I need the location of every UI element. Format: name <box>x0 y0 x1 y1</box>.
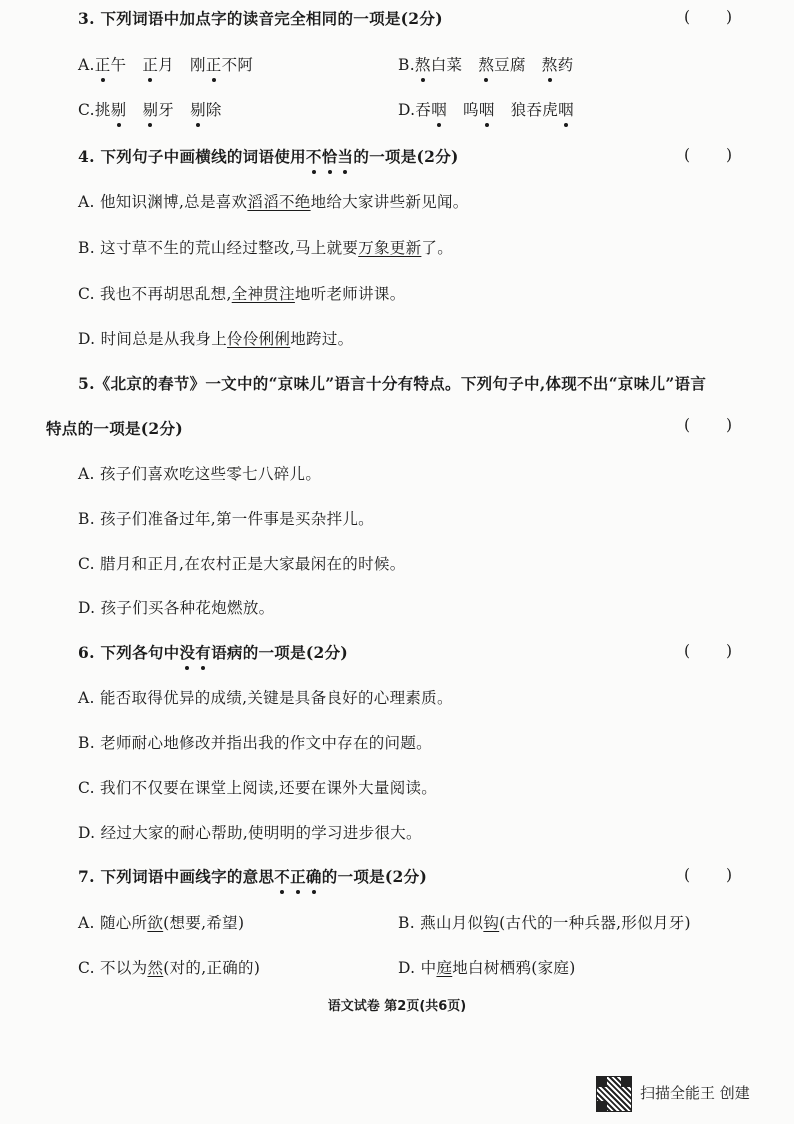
word-text: 刚 <box>189 56 206 74</box>
word-text: 白菜 <box>430 56 463 74</box>
option-text: B. 老师耐心地修改并指出我的作文中存在的问题。 <box>78 734 432 752</box>
dotted-char: 正 <box>94 56 111 74</box>
option-text: (想要,希望) <box>163 914 245 932</box>
word-text: 呜 <box>463 101 479 119</box>
dotted-char: 剔 <box>142 101 159 119</box>
page-footer: 语文试卷 第2页(共6页) <box>327 999 467 1014</box>
q7-stem-text: 7. 下列词语中画线字的意思 <box>78 867 275 886</box>
q7-option-d <box>398 957 754 979</box>
paren-open: ( <box>684 416 691 434</box>
option-text: D. 孩子们买各种花炮燃放。 <box>78 599 275 617</box>
word-text: 药 <box>557 56 574 74</box>
q4-option-b <box>78 237 754 259</box>
dotted-char: 咽 <box>478 101 495 119</box>
option-letter: D. <box>398 101 416 119</box>
paren-open: ( <box>684 8 691 26</box>
q3-answer-paren <box>684 8 732 26</box>
option-text: 了。 <box>421 239 453 257</box>
q4-answer-paren <box>684 146 732 164</box>
underlined-phrase: 滔滔不绝 <box>247 193 311 211</box>
underlined-char: 钩 <box>483 914 500 932</box>
dotted-char: 不 <box>305 147 322 166</box>
word-text: 挑 <box>94 101 111 119</box>
paren-close: ) <box>725 146 732 164</box>
word-text: 午 <box>110 56 127 74</box>
q6-stem-text: 6. 下列各句中 <box>78 643 180 662</box>
word-text: 狼吞虎 <box>510 101 559 119</box>
dotted-char: 正 <box>290 867 306 886</box>
q4-option-d <box>78 328 754 350</box>
option-text: D. 中 <box>398 959 437 977</box>
paren-close: ) <box>725 416 732 434</box>
option-text: D. 经过大家的耐心帮助,使明明的学习进步很大。 <box>78 824 422 842</box>
underlined-char: 欲 <box>147 914 164 932</box>
option-text: A. 随心所 <box>78 914 148 932</box>
q7-stem-text: 的一项是(2分) <box>321 867 428 886</box>
q7-option-b <box>398 912 754 934</box>
underlined-phrase: 万象更新 <box>358 239 422 257</box>
word-text: 吞 <box>415 101 432 119</box>
q5-option-a <box>78 463 754 485</box>
word-text: 除 <box>205 101 222 119</box>
dotted-char: 熬 <box>541 56 558 74</box>
underlined-char: 庭 <box>436 959 453 977</box>
q6-option-c <box>78 777 754 799</box>
dotted-char: 咽 <box>558 101 574 119</box>
option-letter: A. <box>78 56 95 74</box>
q5-stem-text: 特点的一项是(2分) <box>46 419 183 438</box>
q5-option-c <box>78 553 754 575</box>
word-text: 豆腐 <box>494 56 526 74</box>
option-text: C. 我也不再胡思乱想, <box>78 285 232 303</box>
word-text: 不阿 <box>221 56 254 74</box>
dotted-char: 正 <box>205 56 222 74</box>
q7-stem <box>78 866 754 888</box>
dotted-char: 有 <box>195 643 212 662</box>
paren-open: ( <box>684 146 691 164</box>
dotted-char: 熬 <box>414 56 431 74</box>
paren-close: ) <box>725 642 732 660</box>
q5-stem-text: 5.《北京的春节》一文中的“京味儿”语言十分有特点。下列句子中,体现不出“京味儿”语言 <box>78 374 707 393</box>
q4-stem-text: 4. 下列句子中画横线的词语使用 <box>78 147 306 166</box>
option-text: B. 燕山月似 <box>398 914 484 932</box>
q5-option-d <box>78 597 754 619</box>
q6-stem <box>78 642 754 664</box>
option-text: 地跨过。 <box>290 330 354 348</box>
dotted-char: 没 <box>179 643 196 662</box>
paren-close: ) <box>725 866 732 884</box>
scanner-watermark: 扫描全能王 创建 <box>640 1084 750 1102</box>
dotted-char: 熬 <box>478 56 495 74</box>
option-text: B. 这寸草不生的荒山经过整改,马上就要 <box>78 239 359 257</box>
q4-stem <box>78 146 754 168</box>
dotted-char: 当 <box>337 147 354 166</box>
q3-option-d <box>398 99 754 121</box>
word-text: 牙 <box>158 101 175 119</box>
paren-close: ) <box>725 8 732 26</box>
q6-answer-paren <box>684 642 732 660</box>
paren-open: ( <box>684 866 691 884</box>
q4-stem-text: 的一项是(2分) <box>353 147 459 166</box>
q5-option-b <box>78 508 754 530</box>
q4-option-a <box>78 191 754 213</box>
q7-answer-paren <box>684 866 732 884</box>
option-text: (古代的一种兵器,形似月牙) <box>499 914 691 932</box>
q6-option-d <box>78 822 754 844</box>
dotted-char: 不 <box>274 867 291 886</box>
paren-open: ( <box>684 642 691 660</box>
option-text: A. 他知识渊博,总是喜欢 <box>78 193 248 211</box>
q6-option-a <box>78 687 754 709</box>
option-letter: C. <box>78 101 95 119</box>
underlined-phrase: 伶伶俐俐 <box>227 330 291 348</box>
dotted-char: 恰 <box>321 147 338 166</box>
option-text: C. 不以为 <box>78 959 148 977</box>
dotted-char: 咽 <box>431 101 448 119</box>
option-text: (对的,正确的) <box>163 959 261 977</box>
q5-answer-paren <box>684 416 732 434</box>
underlined-phrase: 全神贯注 <box>231 285 295 303</box>
q3-stem <box>78 8 754 30</box>
q5-stem-line2 <box>46 418 754 440</box>
q3-stem-text: 3. 下列词语中加点字的读音完全相同的一项是(2分) <box>78 9 443 28</box>
q4-option-c <box>78 283 754 305</box>
dotted-char: 剔 <box>110 101 127 119</box>
qr-code-icon <box>596 1076 632 1112</box>
q6-option-b <box>78 732 754 754</box>
option-text: 地听老师讲课。 <box>294 285 406 303</box>
word-text: 月 <box>158 56 174 74</box>
option-text: C. 我们不仅要在课堂上阅读,还要在课外大量阅读。 <box>78 779 438 797</box>
option-text: 地给大家讲些新见闻。 <box>310 193 469 211</box>
q3-option-b <box>398 54 754 76</box>
q6-stem-text: 语病的一项是(2分) <box>211 643 349 662</box>
q5-stem-line1 <box>78 373 754 395</box>
option-text: B. 孩子们准备过年,第一件事是买杂拌儿。 <box>78 510 374 528</box>
option-text: C. 腊月和正月,在农村正是大家最闲在的时候。 <box>78 555 406 573</box>
option-text: A. 能否取得优异的成绩,关键是具备良好的心理素质。 <box>78 689 453 707</box>
option-text: D. 时间总是从我身上 <box>78 330 228 348</box>
dotted-char: 正 <box>142 56 159 74</box>
dotted-char: 剔 <box>190 101 206 119</box>
option-text: A. 孩子们喜欢吃这些零七八碎儿。 <box>78 465 322 483</box>
underlined-char: 然 <box>147 959 164 977</box>
option-letter: B. <box>398 56 415 74</box>
dotted-char: 确 <box>305 867 322 886</box>
option-text: 地白树栖鸦(家庭) <box>452 959 576 977</box>
